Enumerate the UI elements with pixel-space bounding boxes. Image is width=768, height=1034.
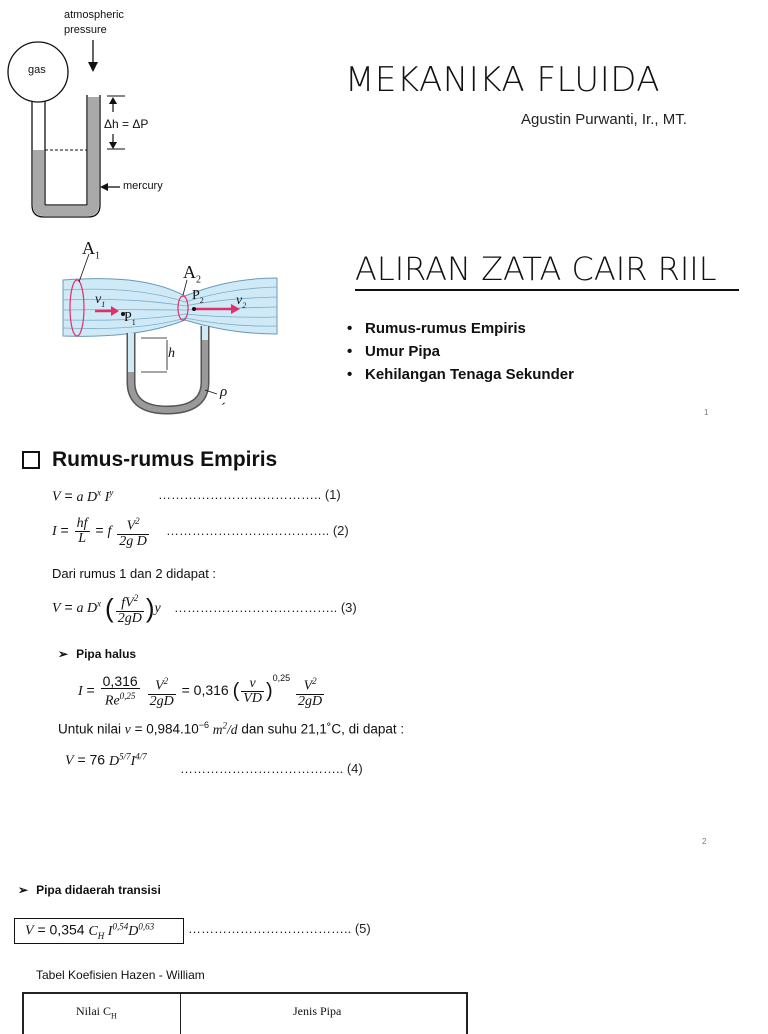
label-v1 — [95, 292, 105, 309]
untuk-nilai-pre: Untuk nilai — [58, 721, 122, 737]
coef-inline: 0,316 — [193, 682, 229, 698]
label-v2 — [236, 293, 246, 310]
pipa-transisi-label — [18, 883, 161, 897]
equation-3-ref: ……………………………….. (3) — [174, 600, 357, 615]
label-v2-sub: 2 — [242, 300, 247, 310]
label-p1-sub: 1 — [131, 317, 136, 327]
label-a2-text: A — [183, 262, 196, 282]
bullet-icon: • — [347, 366, 353, 383]
label-p2-text: P — [192, 288, 200, 303]
section-subtitle: ALIRAN ZATA CAIR RIIL — [355, 250, 717, 288]
list-item-label: Umur Pipa — [365, 343, 441, 360]
hazen-table — [22, 992, 468, 1034]
label-rho: ρ´ — [220, 384, 228, 417]
section-heading-text: Rumus-rumus Empiris — [52, 448, 278, 471]
page-number: 1 — [704, 408, 709, 417]
label-p1-text: P — [124, 310, 132, 325]
label-a2 — [183, 262, 201, 286]
untuk-nilai-val: = 0,984.10 — [134, 721, 199, 737]
table-header-nilai: Nilai C — [76, 1004, 111, 1018]
author: Agustin Purwanti, Ir., MT. — [521, 111, 687, 128]
pipa-halus-text: Pipa halus — [76, 647, 137, 661]
label-p2-sub: 2 — [199, 295, 204, 305]
gas-label: gas — [28, 64, 46, 76]
atmospheric-label — [64, 8, 124, 38]
label-a1-sub: 1 — [95, 250, 100, 262]
page-title: MEKANIKA FLUIDA — [345, 60, 661, 100]
arrow-bullet-icon: ➢ — [58, 647, 69, 661]
subtitle-underline — [355, 289, 739, 291]
label-a2-sub: 2 — [196, 274, 201, 286]
label-p2 — [192, 288, 204, 305]
list-item — [347, 317, 574, 340]
checkbox-icon — [22, 451, 40, 469]
untuk-nilai-post: dan suhu 21,1˚C, di dapat : — [241, 721, 405, 737]
label-a1-text: A — [82, 238, 95, 258]
table-header-sub: H — [111, 1011, 117, 1021]
equation-pipa-halus: I = $\frac{0,316}{Re^{0,25}}$ $\frac{V^2}{2gD}$ = 0,316 ( $\frac{v}{VD}$ )$^{0,25}$ $\frac{V^2}{2gD}$ — [78, 672, 323, 709]
equation-5: V = 0,354 $C_H$ $I^{0,54}D^{0,63}$ — [14, 918, 184, 944]
atmospheric-label-line2: pressure — [64, 24, 107, 36]
equation-3: V = a $D^x$ ( $\frac{fV^2}{2gD}$ )y — [52, 592, 161, 626]
table-caption: Tabel Koefisien Hazen - William — [36, 968, 205, 982]
bullet-icon: • — [347, 320, 353, 337]
label-a1 — [82, 238, 100, 262]
label-p1 — [124, 310, 136, 327]
untuk-nilai-line: Untuk nilai $v = 0,984.10^{-6}$ $m^2/d$ dan suhu 21,1˚C, di dapat : — [58, 720, 405, 737]
re-exp: 0,25 — [272, 673, 291, 683]
label-v1-text: v — [95, 292, 102, 307]
atmospheric-label-line1: atmospheric — [64, 9, 124, 21]
equation-1-ref: ……………………………….. (1) — [158, 487, 341, 502]
list-item-label: Rumus-rumus Empiris — [365, 320, 526, 337]
equation-4: V = 76 $D^{5/7}I^{4/7}$ — [65, 751, 147, 769]
topic-list — [347, 317, 574, 386]
equation-2: I = $\frac{hf}{L}$ = f $\frac{V^2}{\text{2g D}}$ — [52, 515, 147, 549]
table-header-cell — [24, 994, 181, 1034]
table-header-jenis: Jenis Pipa — [293, 1004, 342, 1018]
list-item — [347, 363, 574, 386]
section-heading — [22, 448, 277, 472]
coef-num: 0,316 — [102, 672, 138, 689]
list-item — [347, 340, 574, 363]
pipa-halus-label — [58, 647, 136, 661]
equation-4-ref: ……………………………….. (4) — [180, 761, 363, 776]
delta-h-label: Δh = ΔP — [104, 117, 149, 131]
equation-2-ref: ……………………………….. (2) — [166, 523, 349, 538]
bullet-icon: • — [347, 343, 353, 360]
list-item-label: Kehilangan Tenaga Sekunder — [365, 366, 574, 383]
label-h: h — [168, 346, 175, 361]
page-number: 2 — [702, 837, 707, 846]
pipa-transisi-text: Pipa didaerah transisi — [36, 883, 161, 897]
label-v2-text: v — [236, 293, 243, 308]
equation-1: V = a $D^x$ $I^y$ — [52, 487, 114, 505]
derived-text: Dari rumus 1 dan 2 didapat : — [52, 566, 217, 581]
equation-5-ref: ……………………………….. (5) — [188, 921, 371, 936]
table-header-cell — [182, 994, 466, 1034]
mercury-label: mercury — [123, 180, 163, 192]
arrow-bullet-icon: ➢ — [18, 883, 29, 897]
label-v1-sub: 1 — [101, 299, 106, 309]
